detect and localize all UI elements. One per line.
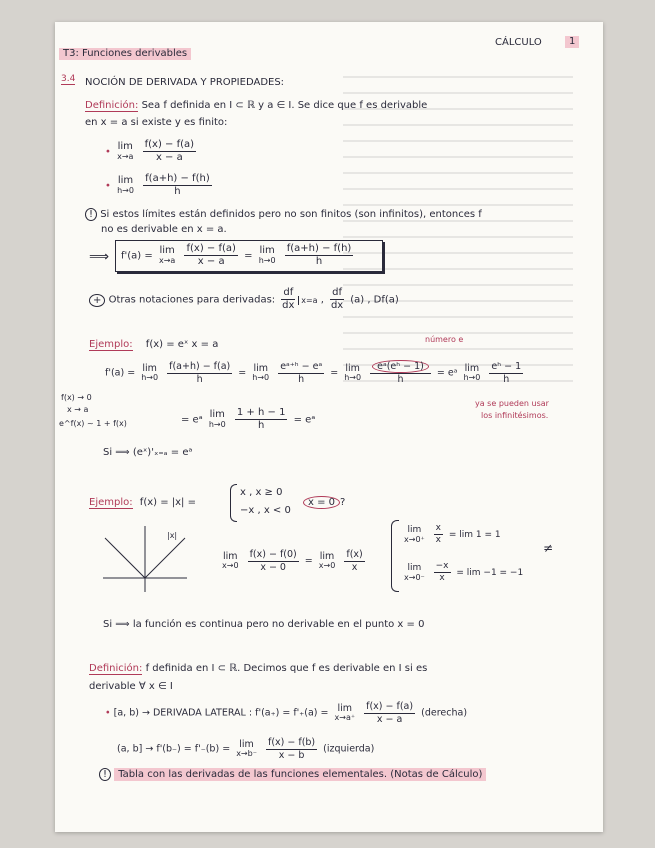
- infinitesimal-hint-line2: los infinitésimos.: [481, 411, 549, 420]
- continuity-question: x = 0 ?: [303, 498, 345, 508]
- left-derivative-row: (a, b] → f'(b₋) = f'₋(b) = lim x→b⁻ $\frac{f(x) - f(b)}{x - b}$ (izquierda): [117, 737, 375, 761]
- infinitesimal-hint-line1: ya se pueden usar: [475, 399, 549, 408]
- infinitesimal-condition-2: x → a: [67, 405, 89, 414]
- example-2-header: Ejemplo: f(x) = |x| =: [89, 497, 196, 508]
- limit-form-1: • lim x→a $\frac{f(x) - f(a)}{x - a}$: [105, 139, 195, 163]
- example-1-header: Ejemplo: f(x) = eˣ x = a: [89, 339, 219, 350]
- left-limit: lim x→0⁻ $\frac{-x}{x}$ = lim −1 = −1: [404, 561, 524, 583]
- notations-line: + Otras notaciones para derivadas: $\frac{df}{dx}$ x=a , $\frac{df}{dx}$ (a) , Df(a): [89, 288, 399, 311]
- implies-arrow-icon: ⟹: [89, 249, 110, 265]
- right-limit: lim x→0⁺ $\frac{x}{x}$ = lim 1 = 1: [404, 523, 501, 545]
- elementary-derivatives-note: ! Tabla con las derivadas de las funciones elementales. (Notas de Cálculo): [99, 770, 486, 780]
- example-1-step2: = eᵃ lim h→0 $\frac{1 + h - 1}{h}$ = eᵃ: [181, 407, 316, 431]
- plus-marker-icon: +: [89, 294, 105, 307]
- warning-marker-icon: !: [85, 208, 97, 221]
- definition-1-line1: Definición: Sea f definida en I ⊂ ℝ y a ∈ I. Se dice que f es derivable: [85, 100, 428, 111]
- not-equal-sign: ≠: [543, 541, 554, 555]
- page-number: 1: [565, 36, 579, 48]
- example-2-conclusion: Si ⟹ la función es continua pero no derivable en el punto x = 0: [103, 619, 425, 630]
- course-title: CÁLCULO: [495, 37, 542, 48]
- section-number: 3.4: [61, 74, 76, 84]
- definition-2-line1: Definición: f definida en I ⊂ ℝ. Decimos que f es derivable en I si es: [89, 663, 428, 674]
- example-1-conclusion: Si ⟹ (eˣ)'ₓ₌ₐ = eᵃ: [103, 447, 193, 458]
- right-derivative-row: • [a, b) → DERIVADA LATERAL : f'(a₊) = f'₊(a) = lim x→a⁺ $\frac{f(x) - f(a)}{x - a}$ (derecha): [105, 701, 468, 725]
- graph-left-branch: [105, 538, 145, 578]
- chapter-tag: T3: Funciones derivables: [59, 48, 191, 60]
- derivative-definition: f'(a) = lim x→a $\frac{f(x) - f(a)}{x - a}$ = lim h→0 $\frac{f(a+h) - f(h)}{h}$: [121, 243, 352, 267]
- side-limits-brace: [391, 520, 399, 592]
- graph-right-branch: [145, 538, 185, 578]
- infinitesimal-condition-1: f(x) → 0: [61, 393, 92, 402]
- section-title: NOCIÓN DE DERIVADA Y PROPIEDADES:: [85, 77, 285, 88]
- limit-form-2: • lim h→0 $\frac{f(a+h) - f(h)}{h}$: [105, 173, 210, 197]
- piecewise-case-1: x , x ≥ 0: [240, 487, 283, 498]
- example-1-derivation: f'(a) = lim h→0 $\frac{f(a+h) - f(a)}{h}$ = lim h→0 $\frac{\text{eᵃ⁺ʰ − eᵃ}}{h}$ = lim h→0 $\frac{\text{eᵃ(eʰ − 1)}}{h}$ = eᵃ lim h→0 $\frac{\text{eʰ − 1}}{h}$: [105, 361, 522, 385]
- definition-2-line2: derivable ∀ x ∈ I: [89, 681, 173, 692]
- infinitesimal-equivalence: e^f(x) ~ 1 + f(x): [59, 419, 127, 428]
- definition-1-line2: en x = a si existe y es finito:: [85, 117, 228, 128]
- graph-label: |x|: [167, 531, 178, 540]
- non-finite-note-line1: ! Si estos límites están definidos pero no son finitos (son infinitos), entonces f: [85, 210, 482, 220]
- numero-e-note: número e: [425, 335, 464, 344]
- piecewise-case-2: −x , x < 0: [240, 505, 291, 516]
- notebook-page: [55, 22, 603, 832]
- example-2-limit: lim x→0 $\frac{f(x) - f(0)}{x - 0}$ = lim x→0 $\frac{f(x)}{x}$: [222, 549, 363, 573]
- warning-marker-icon: !: [99, 768, 111, 781]
- non-finite-note-line2: no es derivable en x = a.: [101, 224, 227, 235]
- abs-value-graph: [95, 522, 195, 594]
- piecewise-brace: [230, 484, 237, 522]
